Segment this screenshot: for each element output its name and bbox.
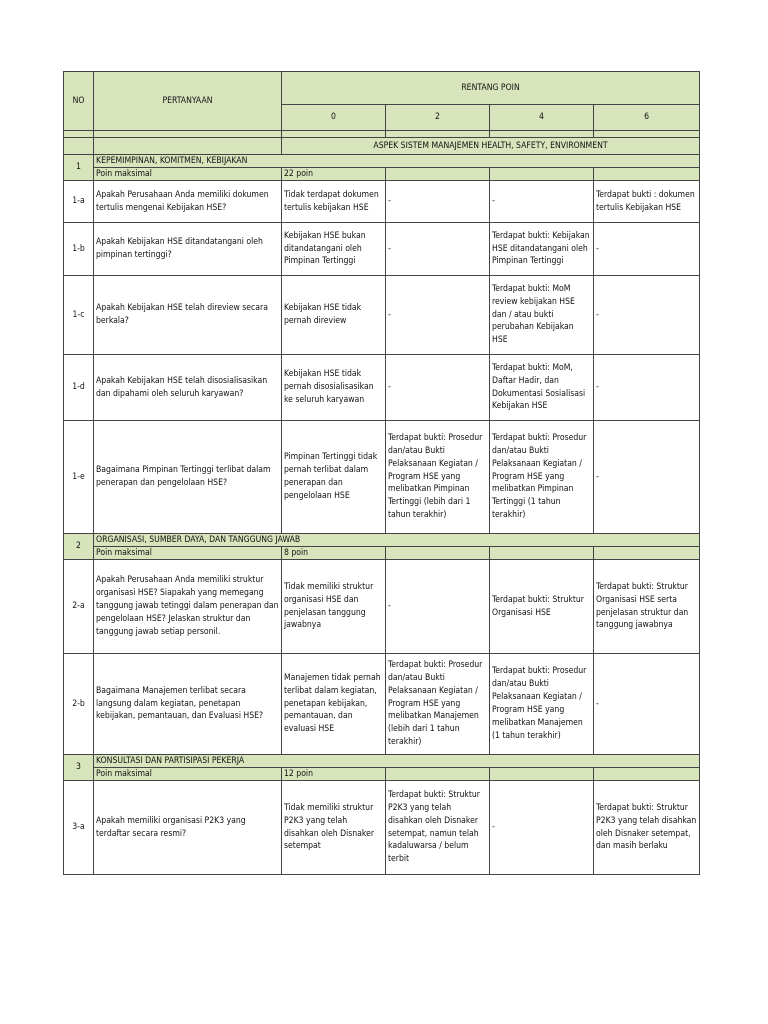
point-2-cell: - <box>386 181 490 223</box>
header-pertanyaan: PERTANYAAN <box>94 72 282 131</box>
table-row <box>64 560 700 654</box>
poin-maksimal-row <box>64 168 700 181</box>
question: Apakah Kebijakan HSE telah direview secara berkala? <box>94 276 282 355</box>
poin-value: 22 poin <box>282 168 386 181</box>
poin-label: Poin maksimal <box>94 768 282 781</box>
point-2-cell: - <box>386 276 490 355</box>
row-id: 1-d <box>64 355 94 421</box>
question: Apakah Kebijakan HSE ditandatangani oleh pimpinan tertinggi? <box>94 223 282 276</box>
point-4-cell: Terdapat bukti: Prosedur dan/atau Bukti Pelaksanaan Kegiatan / Program HSE yang melibatkan Pimpinan Tertinggi (1 tahun terakhir) <box>490 421 594 534</box>
table-row <box>64 181 700 223</box>
poin-maksimal-row <box>64 547 700 560</box>
section-title: ORGANISASI, SUMBER DAYA, DAN TANGGUNG JAWAB <box>94 534 700 547</box>
row-id: 3-a <box>64 781 94 875</box>
point-2-cell: - <box>386 223 490 276</box>
section-number: 3 <box>64 755 94 781</box>
section-number: 2 <box>64 534 94 560</box>
question: Bagaimana Manajemen terlibat secara langsung dalam kegiatan, penetapan kebijakan, pemantauan, dan Evaluasi HSE? <box>94 654 282 755</box>
table-row <box>64 223 700 276</box>
poin-label: Poin maksimal <box>94 168 282 181</box>
point-2-cell: Terdapat bukti: Prosedur dan/atau Bukti Pelaksanaan Kegiatan / Program HSE yang melibatkan Manajemen (lebih dari 1 tahun terakhir) <box>386 654 490 755</box>
header-point-0: 0 <box>282 105 386 131</box>
point-6-cell: Terdapat bukti: Struktur P2K3 yang telah disahkan oleh Disnaker setempat, dan masih berlaku <box>594 781 700 875</box>
point-2-cell: Terdapat bukti: Struktur P2K3 yang telah disahkan oleh Disnaker setempat, namun telah kadaluwarsa / belum terbit <box>386 781 490 875</box>
table-row <box>64 355 700 421</box>
question: Apakah Perusahaan Anda memiliki dokumen tertulis mengenai Kebijakan HSE? <box>94 181 282 223</box>
section-header-row <box>64 155 700 168</box>
aspek-row <box>64 138 700 155</box>
row-id: 1-c <box>64 276 94 355</box>
point-4-cell: Terdapat bukti: Prosedur dan/atau Bukti Pelaksanaan Kegiatan / Program HSE yang melibatkan Manajemen (1 tahun terakhir) <box>490 654 594 755</box>
point-6-cell: Terdapat bukti : dokumen tertulis Kebijakan HSE <box>594 181 700 223</box>
section-header-row <box>64 534 700 547</box>
header-point-2: 2 <box>386 105 490 131</box>
table-row <box>64 421 700 534</box>
point-6-cell: - <box>594 355 700 421</box>
point-6-cell: Terdapat bukti: Struktur Organisasi HSE serta penjelasan struktur dan tanggung jawabnya <box>594 560 700 654</box>
poin-label: Poin maksimal <box>94 547 282 560</box>
question: Apakah memiliki organisasi P2K3 yang terdaftar secara resmi? <box>94 781 282 875</box>
row-id: 2-a <box>64 560 94 654</box>
question: Bagaimana Pimpinan Tertinggi terlibat dalam penerapan dan pengelolaan HSE? <box>94 421 282 534</box>
header-point-4: 4 <box>490 105 594 131</box>
table-row <box>64 781 700 875</box>
point-0-cell: Tidak memiliki struktur P2K3 yang telah disahkan oleh Disnaker setempat <box>282 781 386 875</box>
point-6-cell: - <box>594 276 700 355</box>
section-number: 1 <box>64 155 94 181</box>
row-id: 2-b <box>64 654 94 755</box>
point-2-cell: - <box>386 560 490 654</box>
point-0-cell: Kebijakan HSE tidak pernah disosialisasikan ke seluruh karyawan <box>282 355 386 421</box>
table-row <box>64 276 700 355</box>
point-0-cell: Kebijakan HSE tidak pernah direview <box>282 276 386 355</box>
header-row <box>64 72 700 105</box>
point-2-cell: - <box>386 355 490 421</box>
section-title: KONSULTASI DAN PARTISIPASI PEKERJA <box>94 755 700 768</box>
row-id: 1-a <box>64 181 94 223</box>
point-0-cell: Manajemen tidak pernah terlibat dalam kegiatan, penetapan kebijakan, pemantauan, dan evaluasi HSE <box>282 654 386 755</box>
point-0-cell: Tidak terdapat dokumen tertulis kebijakan HSE <box>282 181 386 223</box>
point-2-cell: Terdapat bukti: Prosedur dan/atau Bukti Pelaksanaan Kegiatan / Program HSE yang melibatkan Pimpinan Tertinggi (lebih dari 1 tahun terakhir) <box>386 421 490 534</box>
point-4-cell: Terdapat bukti: Kebijakan HSE ditandatangani oleh Pimpinan Tertinggi <box>490 223 594 276</box>
point-4-cell: - <box>490 181 594 223</box>
poin-value: 8 poin <box>282 547 386 560</box>
point-0-cell: Kebijakan HSE bukan ditandatangani oleh Pimpinan Tertinggi <box>282 223 386 276</box>
question: Apakah Kebijakan HSE telah disosialisasikan dan dipahami oleh seluruh karyawan? <box>94 355 282 421</box>
point-0-cell: Pimpinan Tertinggi tidak pernah terlibat dalam penerapan dan pengelolaan HSE <box>282 421 386 534</box>
assessment-sheet <box>63 71 699 875</box>
question: Apakah Perusahaan Anda memiliki struktur organisasi HSE? Siapakah yang memegang tanggung jawab tetinggi dalam penerapan dan pengelolaan HSE? Jelaskan struktur dan tanggung jawab setiap personil. <box>94 560 282 654</box>
spacer-row <box>64 131 700 138</box>
aspek-title: ASPEK SISTEM MANAJEMEN HEALTH, SAFETY, ENVIRONMENT <box>282 138 700 155</box>
section-title: KEPEMIMPINAN, KOMITMEN, KEBIJAKAN <box>94 155 700 168</box>
hse-assessment-table <box>63 71 700 875</box>
row-id: 1-e <box>64 421 94 534</box>
row-id: 1-b <box>64 223 94 276</box>
header-point-6: 6 <box>594 105 700 131</box>
point-4-cell: Terdapat bukti: Struktur Organisasi HSE <box>490 560 594 654</box>
point-0-cell: Tidak memiliki struktur organisasi HSE dan penjelasan tanggung jawabnya <box>282 560 386 654</box>
poin-maksimal-row <box>64 768 700 781</box>
point-6-cell: - <box>594 654 700 755</box>
table-row <box>64 654 700 755</box>
header-rentang-poin: RENTANG POIN <box>282 72 700 105</box>
point-6-cell: - <box>594 421 700 534</box>
section-header-row <box>64 755 700 768</box>
header-no: NO <box>64 72 94 131</box>
point-4-cell: - <box>490 781 594 875</box>
poin-value: 12 poin <box>282 768 386 781</box>
point-6-cell: - <box>594 223 700 276</box>
point-4-cell: Terdapat bukti: MoM review kebijakan HSE dan / atau bukti perubahan Kebijakan HSE <box>490 276 594 355</box>
point-4-cell: Terdapat bukti: MoM, Daftar Hadir, dan Dokumentasi Sosialisasi Kebijakan HSE <box>490 355 594 421</box>
